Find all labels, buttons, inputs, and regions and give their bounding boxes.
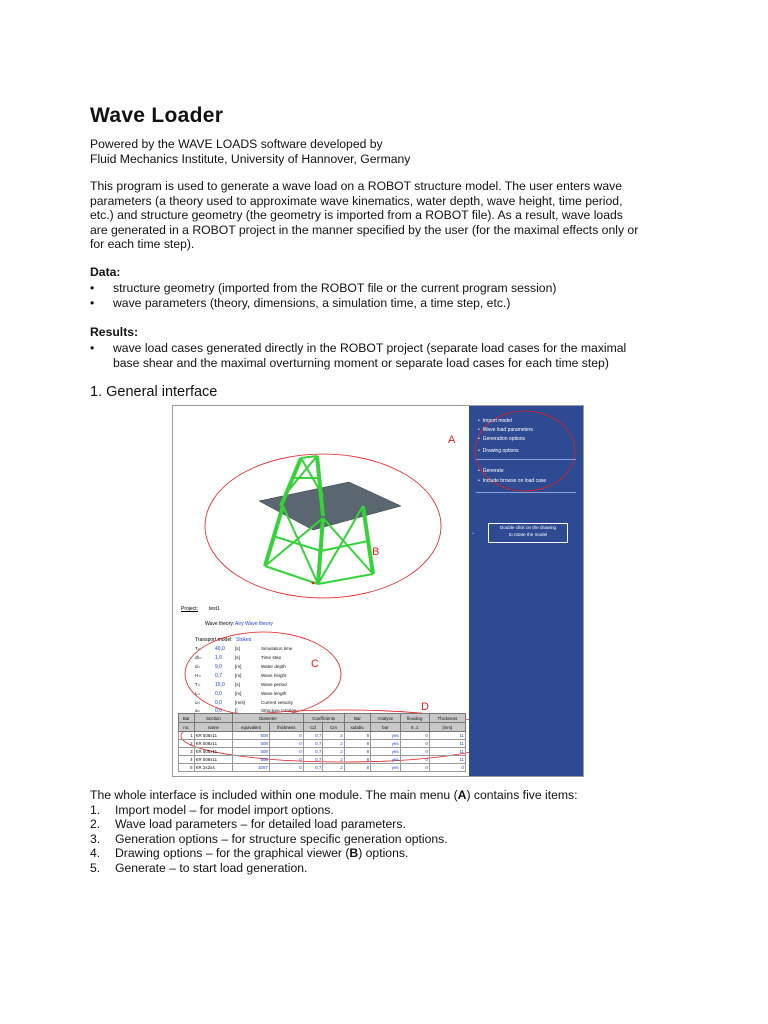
table-cell[interactable]: 11 xyxy=(429,756,465,764)
menu-item-import-model[interactable]: • Import model xyxy=(478,418,512,424)
param-desc: Wave period xyxy=(261,682,287,687)
table-header: Diameter xyxy=(233,714,303,723)
rotate-hint-box xyxy=(488,523,568,543)
intro-line: parameters (a theory used to approximate wave kinematics, water depth, wave height, time period, xyxy=(90,193,623,208)
param-unit: [m/s] xyxy=(235,700,245,705)
results-heading: Results: xyxy=(90,325,139,339)
intro-line: for each time step). xyxy=(90,237,195,252)
list-item xyxy=(90,832,670,847)
main-menu xyxy=(469,406,583,776)
param-desc: Wave length xyxy=(261,691,287,696)
list-item xyxy=(90,803,670,818)
table-header: Bar xyxy=(179,714,195,723)
table-header: Coefficients xyxy=(303,714,344,723)
table-cell[interactable]: 0 xyxy=(269,732,303,740)
table-subheader: name xyxy=(194,723,233,732)
param-unit: [m] xyxy=(235,664,242,669)
list-number: 2. xyxy=(90,817,101,832)
table-header: Analyse xyxy=(371,714,401,723)
table-subheader: no. xyxy=(179,723,195,732)
table-subheader: [mm] xyxy=(429,723,465,732)
param-row xyxy=(195,673,287,679)
summary-part: The whole interface is included within one module. The main menu ( xyxy=(90,788,458,802)
table-cell[interactable]: 2 xyxy=(323,740,344,748)
intro-line: This program is used to generate a wave load on a ROBOT structure model. The user enters wave xyxy=(90,179,623,193)
summary-text xyxy=(90,788,578,803)
hint-line: to rotate the model xyxy=(508,532,548,537)
table-cell[interactable]: 0 xyxy=(400,764,429,772)
wave-theory-label: Wave theory: xyxy=(205,621,235,627)
bar-table xyxy=(178,713,466,772)
table-cell[interactable]: 0 xyxy=(269,756,303,764)
table-cell[interactable]: 0,7 xyxy=(303,732,323,740)
bullet-icon: • xyxy=(90,296,95,310)
param-unit: [m] xyxy=(235,673,242,678)
label-a: A xyxy=(448,434,456,446)
list-text: Generate – to start load generation. xyxy=(115,860,308,875)
table-body xyxy=(179,732,466,772)
summary-line xyxy=(90,788,670,803)
param-unit: [m] xyxy=(235,691,242,696)
table-cell[interactable]: 2 xyxy=(323,756,344,764)
results-line: base shear and the maximal overturning moment or separate load cases for each time step) xyxy=(113,355,609,370)
param-value[interactable]: 0,7 xyxy=(215,673,222,679)
include-checkbox-label[interactable]: Include browse on load case xyxy=(482,478,547,484)
menu-item-generate[interactable]: • Generate xyxy=(478,468,504,474)
table-cell: 2 xyxy=(179,740,195,748)
powered-by-line-2: Fluid Mechanics Institute, University of Hannover, Germany xyxy=(90,151,411,166)
list-item xyxy=(90,817,670,832)
param-desc: Structure rotation xyxy=(261,708,297,713)
section-heading: 1. General interface xyxy=(90,384,218,400)
table-cell[interactable]: 11 xyxy=(429,732,465,740)
list-number: 4. xyxy=(90,846,101,861)
param-row xyxy=(195,682,287,688)
table-cell[interactable]: yes xyxy=(371,756,401,764)
list-text-part: Drawing options – for the graphical viewer ( xyxy=(115,846,350,861)
param-value[interactable]: 1,0 xyxy=(215,655,222,661)
table-cell[interactable]: 1067 xyxy=(233,764,270,772)
table-cell[interactable]: 2 xyxy=(323,748,344,756)
intro-line: etc.) and structure geometry (the geometry is imported from a ROBOT file). As a result, wave loads xyxy=(90,208,623,223)
param-symbol: T= xyxy=(195,646,201,651)
param-unit: [s] xyxy=(235,682,240,687)
param-row xyxy=(195,655,281,661)
table-header-row xyxy=(179,714,466,723)
platform-deck xyxy=(259,482,401,530)
table-cell: KR 508x11 xyxy=(194,740,233,748)
page-title: Wave Loader xyxy=(90,104,224,127)
param-value[interactable]: 0,0 xyxy=(215,708,222,714)
param-symbol: L= xyxy=(195,691,201,696)
structure-drawing[interactable] xyxy=(173,406,469,606)
project-value: test1 xyxy=(209,606,220,612)
table-cell[interactable]: yes xyxy=(371,740,401,748)
table-subheader: thickness xyxy=(269,723,303,732)
table-cell[interactable]: 8 xyxy=(344,764,370,772)
param-value[interactable]: 9,0 xyxy=(215,664,222,670)
param-row xyxy=(195,691,287,697)
menu-description xyxy=(90,788,670,876)
table-row[interactable] xyxy=(179,764,466,772)
param-symbol: d= xyxy=(195,664,201,669)
param-value[interactable]: 0,0 xyxy=(215,691,222,697)
list-item xyxy=(90,861,670,876)
table-header: Bar xyxy=(344,714,370,723)
table-cell[interactable]: 0 xyxy=(429,764,465,772)
table-subheader: bar xyxy=(371,723,401,732)
intro-paragraph xyxy=(90,179,670,252)
table-cell: KR 508x11 xyxy=(194,732,233,740)
intro-line: are generated in a ROBOT project in the manner specified by the user (for the maximal effects only or xyxy=(90,222,639,237)
list-number: 1. xyxy=(90,802,101,817)
param-symbol: a= xyxy=(195,708,201,713)
table-cell[interactable]: 11 xyxy=(429,748,465,756)
table-cell: 3 xyxy=(179,748,195,756)
bullet-icon: • xyxy=(90,341,95,355)
table-cell[interactable]: 508 xyxy=(233,756,270,764)
param-symbol: dt= xyxy=(195,655,202,660)
table-cell: KR 508x11 xyxy=(194,756,233,764)
table-row[interactable] xyxy=(179,756,466,764)
bullet-icon: • xyxy=(90,281,95,295)
param-symbol: u= xyxy=(195,700,201,705)
results-line: wave load cases generated directly in the ROBOT project (separate load cases for the maximal xyxy=(113,341,627,355)
summary-bold: A xyxy=(457,788,467,802)
table-cell[interactable]: 0 xyxy=(400,732,429,740)
table-cell[interactable]: 8 xyxy=(344,732,370,740)
table-cell[interactable]: 0 xyxy=(400,756,429,764)
menu-item-wave-load-parameters[interactable]: • Wave load parameters xyxy=(478,427,533,433)
table-cell[interactable]: 2 xyxy=(323,732,344,740)
table-row[interactable] xyxy=(179,740,466,748)
table-cell[interactable]: 508 xyxy=(233,748,270,756)
param-symbol: H= xyxy=(195,673,202,678)
table-cell[interactable]: 0,7 xyxy=(303,764,323,772)
table-cell[interactable]: yes xyxy=(371,732,401,740)
interface-screenshot xyxy=(172,405,584,777)
results-item xyxy=(90,341,670,371)
param-desc: Time step xyxy=(261,655,281,660)
list-number: 3. xyxy=(90,831,101,846)
param-desc: Simulation time xyxy=(261,646,293,651)
table-cell[interactable]: 0,7 xyxy=(303,756,323,764)
param-unit: [] xyxy=(235,708,238,713)
table-cell: 4 xyxy=(179,756,195,764)
table-subheader: Cd xyxy=(303,723,323,732)
label-c: C xyxy=(311,658,319,670)
table-cell[interactable]: yes xyxy=(371,764,401,772)
label-b: B xyxy=(372,546,380,558)
table-subheader: Cm xyxy=(323,723,344,732)
list-text xyxy=(115,846,408,861)
param-row xyxy=(195,664,286,670)
data-item-text: wave parameters (theory, dimensions, a simulation time, a time step, etc.) xyxy=(113,296,511,310)
table-cell[interactable]: 0 xyxy=(269,748,303,756)
list-text-part: ) options. xyxy=(358,846,409,861)
label-d: D xyxy=(421,701,429,713)
table-cell[interactable]: 0 xyxy=(400,748,429,756)
list-text: Import model – for model import options. xyxy=(115,802,334,817)
powered-by-line-1: Powered by the WAVE LOADS software developed by xyxy=(90,137,383,151)
results-item-text xyxy=(113,341,673,370)
menu-item-generation-options[interactable]: • Generation options xyxy=(478,436,525,442)
table-cell: KR 508x11 xyxy=(194,748,233,756)
table-cell[interactable]: yes xyxy=(371,748,401,756)
table-header: Section xyxy=(194,714,233,723)
table-cell: 5 xyxy=(179,764,195,772)
param-row xyxy=(195,646,293,652)
table-subheader: 0..1 xyxy=(400,723,429,732)
powered-by xyxy=(90,137,670,166)
table-cell[interactable]: 8 xyxy=(344,740,370,748)
param-row xyxy=(195,700,293,706)
table-subheader: subdiv. xyxy=(344,723,370,732)
param-symbol: T= xyxy=(195,682,201,687)
project-label: Project: xyxy=(181,606,198,612)
table-cell: KR 2x2x4 xyxy=(194,764,233,772)
menu-item-drawing-options[interactable]: • Drawing options xyxy=(478,448,519,454)
list-text: Wave load parameters – for detailed load parameters. xyxy=(115,817,406,832)
transport-value[interactable]: Stokes xyxy=(236,637,252,643)
table-cell[interactable]: 508 xyxy=(233,732,270,740)
table-cell[interactable]: 11 xyxy=(429,740,465,748)
arrow-icon: ← xyxy=(471,530,476,536)
hint-line: Double click on the drawing xyxy=(499,525,557,530)
param-desc: Current velocity xyxy=(261,700,293,705)
graphical-viewer[interactable] xyxy=(173,406,469,776)
wave-theory-value[interactable]: Airy Wave theory xyxy=(235,621,273,627)
table-cell[interactable]: 0 xyxy=(400,740,429,748)
menu-divider xyxy=(476,459,576,460)
param-unit: [s] xyxy=(235,655,240,660)
table-cell[interactable]: 0 xyxy=(269,740,303,748)
param-value[interactable]: 15,0 xyxy=(215,682,225,688)
table-cell[interactable]: 2 xyxy=(323,764,344,772)
table-cell[interactable]: 508 xyxy=(233,740,270,748)
param-value[interactable]: 40,0 xyxy=(215,646,225,652)
list-item xyxy=(90,846,670,861)
table-cell: 1 xyxy=(179,732,195,740)
param-value[interactable]: 0,0 xyxy=(215,700,222,706)
menu-divider xyxy=(476,492,576,493)
table-row[interactable] xyxy=(179,748,466,756)
table-cell[interactable]: 0 xyxy=(269,764,303,772)
include-checkbox-row[interactable] xyxy=(478,478,546,484)
transport-label: Transport model: xyxy=(195,637,233,643)
table-row[interactable] xyxy=(179,732,466,740)
list-text: Generation options – for structure specific generation options. xyxy=(115,831,448,846)
param-desc: Wave height xyxy=(261,673,287,678)
table-header: flooding xyxy=(400,714,429,723)
summary-part: ) contains five items: xyxy=(466,788,578,802)
table-header: Thickness xyxy=(429,714,465,723)
origin-marker xyxy=(312,582,315,585)
table-cell[interactable]: 8 xyxy=(344,748,370,756)
table-cell[interactable]: 0,7 xyxy=(303,748,323,756)
data-item-text: structure geometry (imported from the ROBOT file or the current program session) xyxy=(113,281,557,295)
param-unit: [s] xyxy=(235,646,240,651)
data-heading: Data: xyxy=(90,265,121,279)
list-number: 5. xyxy=(90,860,101,875)
list-text-bold: B xyxy=(349,846,359,861)
table-subheader: equivalent xyxy=(233,723,270,732)
param-desc: Water depth xyxy=(261,664,286,669)
table-subheader-row xyxy=(179,723,466,732)
table-cell[interactable]: 0,7 xyxy=(303,740,323,748)
table-cell[interactable]: 8 xyxy=(344,756,370,764)
